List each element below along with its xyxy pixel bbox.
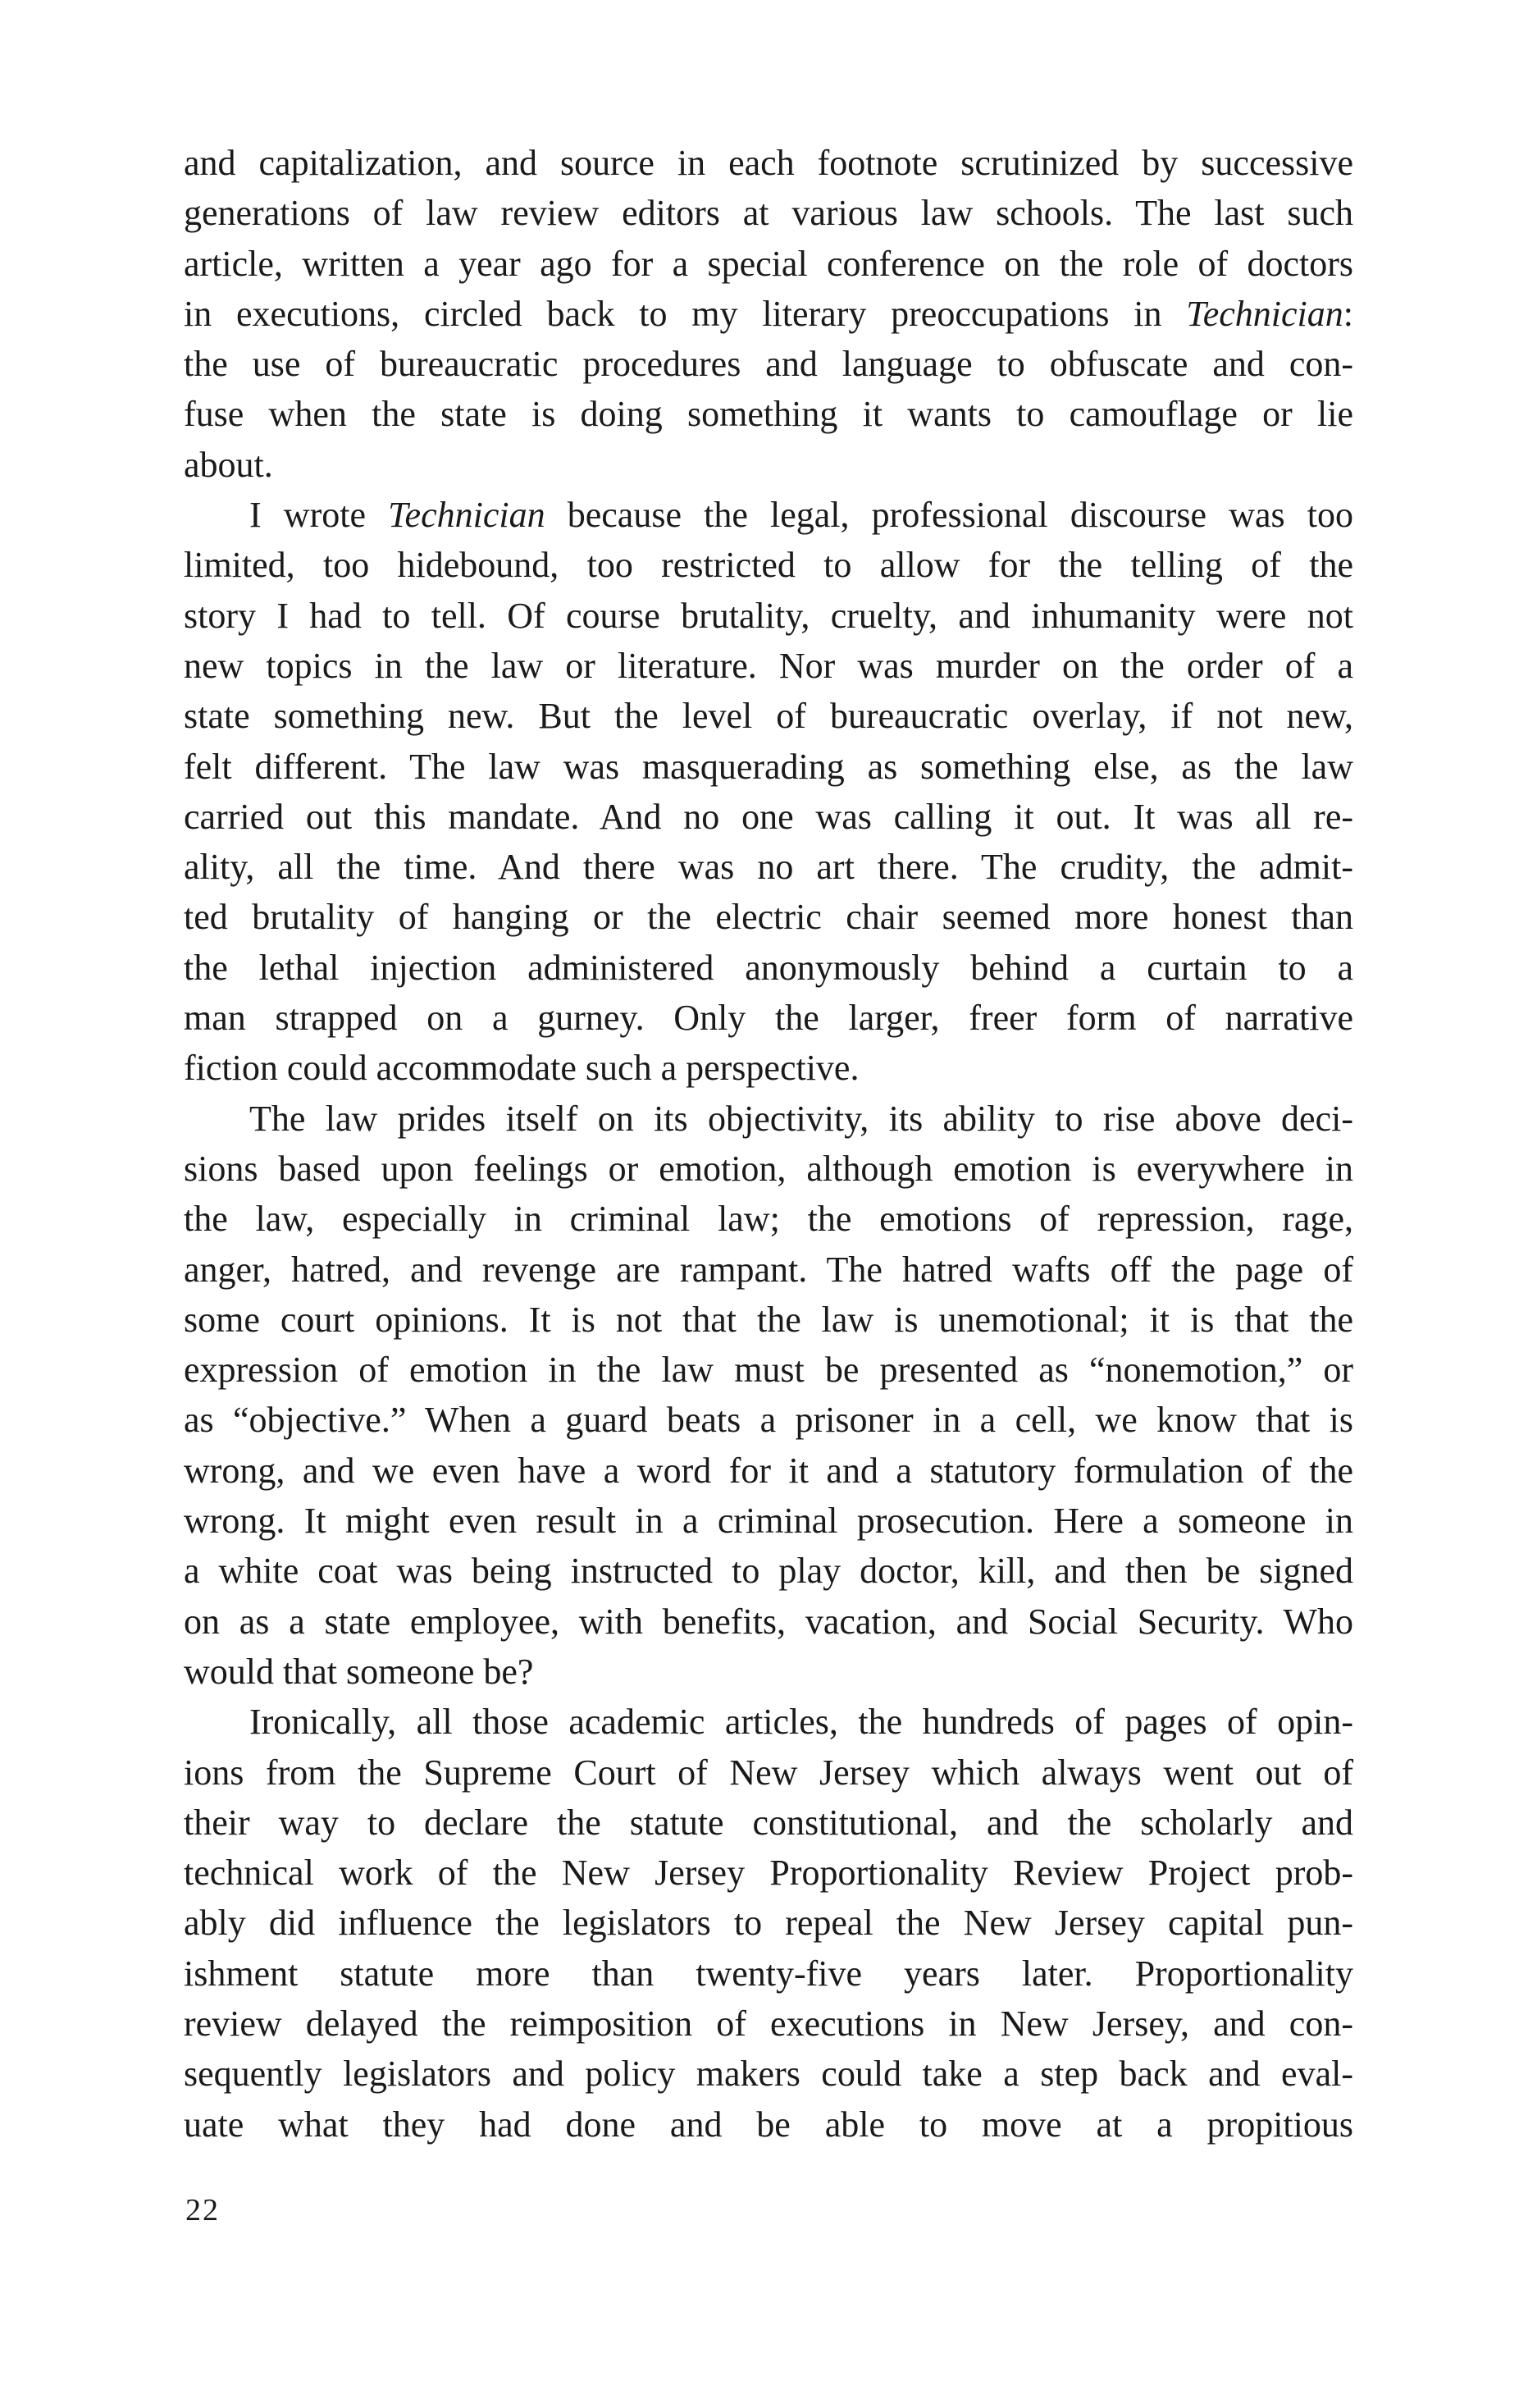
book-title-italic: Technician (1186, 293, 1343, 334)
text-line: new topics in the law or literature. Nor was murder on the order of a (184, 645, 1353, 686)
text-line: sequently legislators and policy makers could take a step back and eval- (184, 2054, 1353, 2095)
text-line: fiction could accommodate such a perspective. (184, 1048, 860, 1089)
text-line: I wrote Technician because the legal, professional discourse was too (249, 495, 1353, 536)
text-line: a white coat was being instructed to play doctor, kill, and then be signed (184, 1551, 1353, 1592)
text-line: technical work of the New Jersey Proportionality Review Project prob- (184, 1853, 1353, 1894)
text-line: the law, especially in criminal law; the emotions of repression, rage, (184, 1199, 1353, 1240)
text-line: article, written a year ago for a special conference on the role of doctors (184, 243, 1353, 284)
text-line: uate what they had done and be able to move at a propitious (184, 2104, 1353, 2145)
page-body-text (184, 138, 1353, 2150)
text-line: generations of law review editors at various law schools. The last such (184, 193, 1353, 234)
text-line: man strapped on a gurney. Only the larger, freer form of narrative (184, 998, 1353, 1039)
text-line: review delayed the reimposition of executions in New Jersey, and con- (184, 2003, 1353, 2044)
text-line: The law prides itself on its objectivity, its ability to rise above deci- (249, 1098, 1353, 1139)
text-line: wrong, and we even have a word for it and a statutory formulation of the (184, 1450, 1353, 1491)
text-line: on as a state employee, with benefits, vacation, and Social Security. Who (184, 1601, 1353, 1642)
text-line: sions based upon feelings or emotion, although emotion is everywhere in (184, 1148, 1353, 1189)
text-line: expression of emotion in the law must be presented as “nonemotion,” or (184, 1350, 1353, 1391)
text-line: and capitalization, and source in each footnote scrutinized by successive (184, 143, 1353, 183)
text-line: about. (184, 444, 273, 485)
text-line: anger, hatred, and revenge are rampant. The hatred wafts off the page of (184, 1249, 1353, 1290)
text-line: state something new. But the level of bureaucratic overlay, if not new, (184, 696, 1353, 737)
text-line: ions from the Supreme Court of New Jersey which always went out of (184, 1752, 1353, 1793)
text-line: Ironically, all those academic articles, the hundreds of pages of opin- (249, 1702, 1353, 1743)
text-line: their way to declare the statute constitutional, and the scholarly and (184, 1802, 1353, 1843)
text-line: story I had to tell. Of course brutality, cruelty, and inhumanity were not (184, 595, 1353, 636)
text-line: carried out this mandate. And no one was calling it out. It was all re- (184, 796, 1353, 837)
text-line: ality, all the time. And there was no art there. The crudity, the admit- (184, 847, 1353, 888)
text-line: would that someone be? (184, 1651, 534, 1692)
text-line: the use of bureaucratic procedures and language to obfuscate and con- (184, 344, 1353, 385)
text-line: fuse when the state is doing something it wants to camouflage or lie (184, 394, 1353, 435)
text-line: felt different. The law was masquerading as something else, as the law (184, 746, 1353, 787)
text-line: as “objective.” When a guard beats a prisoner in a cell, we know that is (184, 1400, 1353, 1441)
book-title-italic: Technician (388, 495, 545, 536)
text-line: limited, too hidebound, too restricted to allow for the telling of the (184, 545, 1353, 586)
text-line: wrong. It might even result in a criminal prosecution. Here a someone in (184, 1501, 1353, 1542)
text-line: in executions, circled back to my literary preoccupations in Technician: (184, 293, 1353, 334)
text-line: ishment statute more than twenty-five years later. Proportionality (184, 1953, 1353, 1994)
text-line: some court opinions. It is not that the law is unemotional; it is that the (184, 1299, 1353, 1340)
text-line: ted brutality of hanging or the electric chair seemed more honest than (184, 897, 1353, 938)
page-number: 22 (185, 2193, 220, 2228)
text-line: ably did influence the legislators to repeal the New Jersey capital pun- (184, 1903, 1353, 1944)
text-line: the lethal injection administered anonymously behind a curtain to a (184, 947, 1353, 988)
